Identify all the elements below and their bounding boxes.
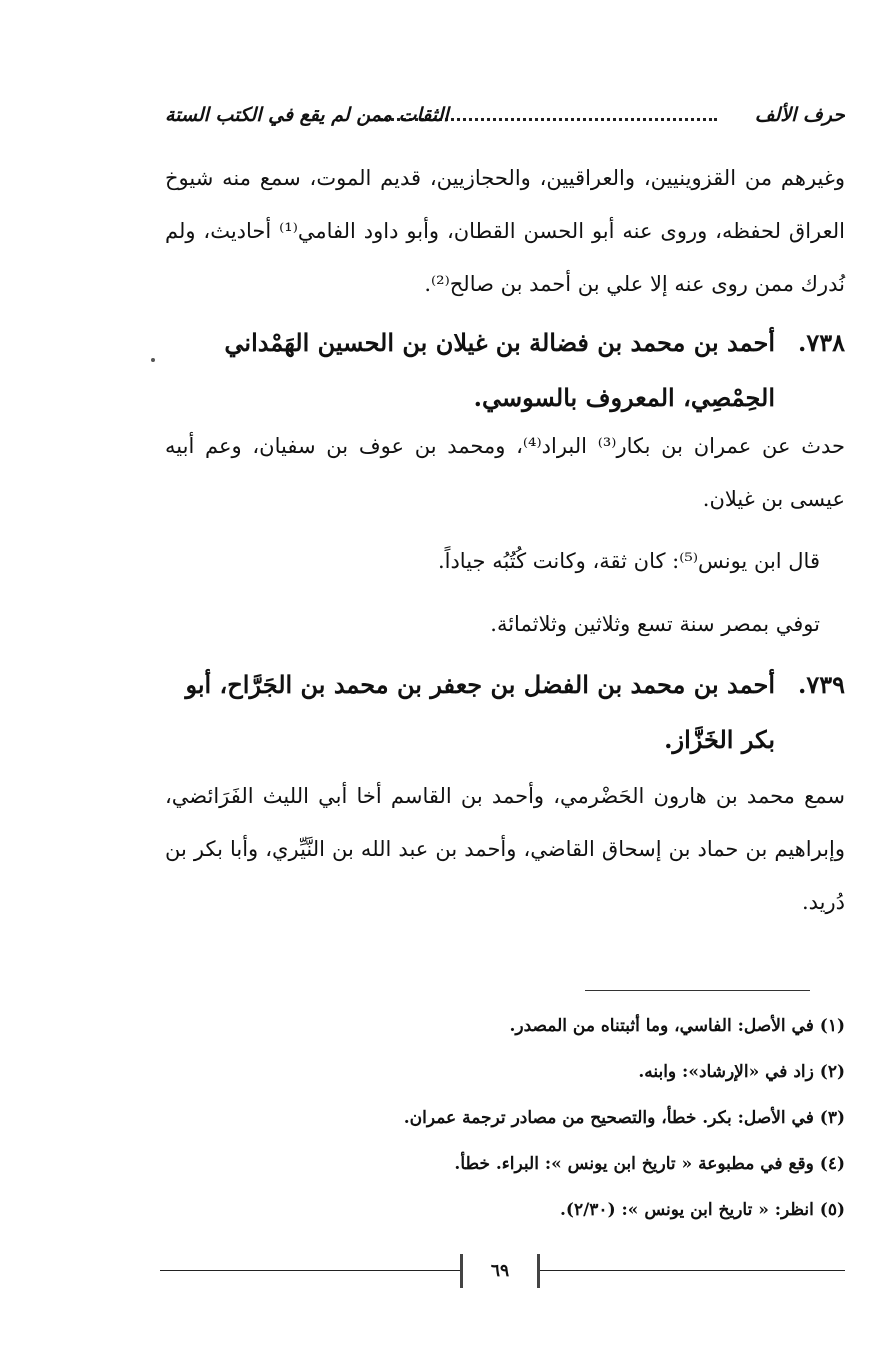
paragraph-continuation: وغيرهم من القزوينيين، والعراقيين، والحجازيين، قديم الموت، سمع منه شيوخ العراق لحفظه، وروى عنه أبو الحسن القطان، وأبو داود الفامي⁽¹⁾ أحاديث، ولم نُدرك ممن روى عنه إلا علي بن أحمد بن صالح⁽²⁾. — [165, 166, 845, 296]
footnote-2: (٢) زاد في «الإرشاد»: وابنه. — [638, 1062, 845, 1082]
entry-739-title-line-2: بكر الخَزَّاز. — [664, 725, 775, 754]
entry-738-number: ٧٣٨. — [797, 328, 845, 357]
entry-739-heading — [165, 657, 845, 767]
running-header — [165, 100, 845, 134]
entry-739-title-line-1: أحمد بن محمد بن الفضل بن جعفر بن محمد بن الجَرَّاح، أبو — [185, 670, 775, 699]
footnote-4: (٤) وقع في مطبوعة « تاريخ ابن يونس »: البراء. خطأ. — [454, 1154, 845, 1174]
entry-738-narrators: حدث عن عمران بن بكار⁽³⁾ البراد⁽⁴⁾، ومحمد بن عوف بن سفيان، وعم أبيه عيسى بن غيلان. — [165, 434, 845, 511]
footnotes — [165, 1003, 845, 1233]
margin-mark — [151, 358, 155, 362]
header-chapter-title: حرف الألف — [754, 104, 845, 126]
entry-738-grading: قال ابن يونس⁽⁵⁾: كان ثقة، وكانت كُتُبُه جياداً. — [437, 549, 820, 573]
footnote-1: (١) في الأصل: الفاسي، وما أثبتناه من المصدر. — [509, 1016, 845, 1036]
entry-739-narrators: سمع محمد بن هارون الحَضْرمي، وأحمد بن القاسم أخا أبي الليث الفَرَائضي، وإبراهيم بن حماد بن إسحاق القاضي، وأحمد بن عبد الله بن النَّيِّري، وأبا بكر بن دُريد. — [165, 784, 845, 914]
header-book-title: الثقات ممن لم يقع في الكتب الستة — [165, 104, 449, 126]
entry-738-death: توفي بمصر سنة تسع وثلاثين وثلاثمائة. — [490, 612, 820, 636]
entry-739-number: ٧٣٩. — [797, 670, 845, 699]
entry-738-heading — [165, 315, 845, 425]
footnote-separator — [585, 990, 810, 991]
entry-738-title-line-2: الحِمْصِي، المعروف بالسوسي. — [473, 383, 775, 412]
footnote-5: (٥) انظر: « تاريخ ابن يونس »: (٢/٣٠). — [559, 1200, 845, 1220]
page-number: ٦٩ — [460, 1254, 540, 1288]
footnote-3: (٣) في الأصل: بكر. خطأ، والتصحيح من مصادر ترجمة عمران. — [403, 1108, 845, 1128]
entry-738-title-line-1: أحمد بن محمد بن فضالة بن غيلان بن الحسين الهَمْداني — [224, 328, 775, 357]
